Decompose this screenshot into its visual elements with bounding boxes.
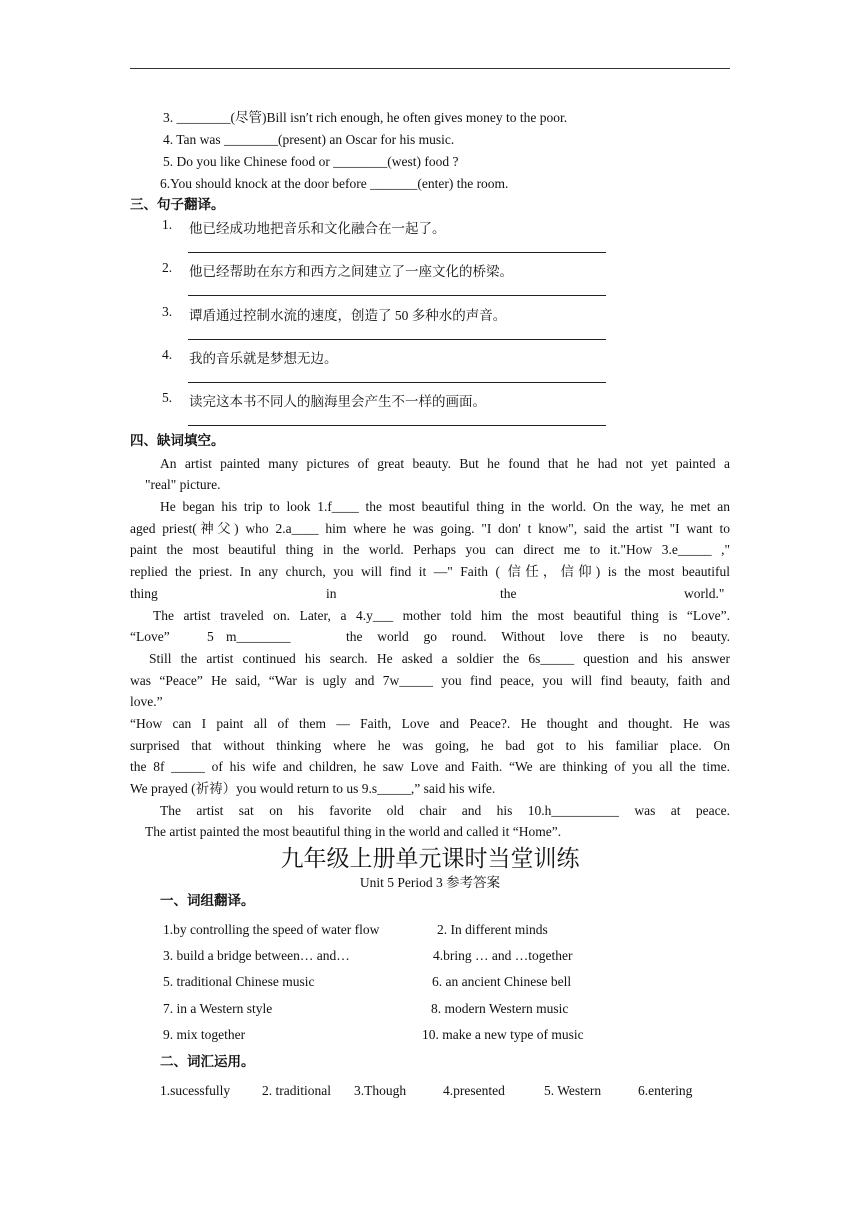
- phrase-answer: 5. traditional Chinese music: [163, 974, 315, 989]
- passage-word: “Love”: [130, 629, 170, 644]
- translation-number: 3.: [162, 304, 173, 319]
- translation-sentence: 我的音乐就是梦想无边。: [189, 351, 338, 366]
- translation-sentence: 他已经帮助在东方和西方之间建立了一座文化的桥梁。: [189, 264, 513, 279]
- passage-line: "real" picture.: [145, 477, 221, 492]
- passage-line: Still the artist continued his search. He asked a soldier the 6s_____ question and his answer: [149, 651, 730, 666]
- phrase-answer: 8. modern Western music: [431, 1001, 569, 1016]
- passage-line: The artist traveled on. Later, a 4.y___ mother told him the most beautiful thing is “Love”.: [153, 608, 730, 623]
- word-answer: 4.presented: [443, 1083, 505, 1098]
- fill-question-5: 5. Do you like Chinese food or ________(west) food ?: [163, 154, 459, 169]
- passage-line: paint the most beautiful thing in the world. Perhaps you can direct me to it."How 3.e_____ ,": [130, 542, 730, 557]
- passage-line: the 8f _____ of his wife and children, he saw Love and Faith. “We are thinking of you all the time.: [130, 759, 730, 774]
- passage-line: The artist sat on his favorite old chair and his 10.h__________ was at peace.: [160, 803, 730, 818]
- passage-word: thing: [130, 586, 158, 601]
- section-4-heading: 四、缺词填空。: [130, 433, 225, 448]
- translation-sentence: 读完这本书不同人的脑海里会产生不一样的画面。: [189, 394, 486, 409]
- passage-line: “How can I paint all of them — Faith, Love and Peace?. He thought and thought. He was: [130, 716, 730, 731]
- answer-line: [188, 295, 606, 296]
- section-3-heading: 三、句子翻译。: [130, 197, 225, 212]
- word-answer: 6.entering: [638, 1083, 693, 1098]
- passage-line: the world go round. Without love there is no beauty.: [346, 629, 730, 644]
- header-rule: [130, 68, 730, 69]
- passage-word: m________: [226, 629, 291, 644]
- phrase-answer: 4.bring … and …together: [433, 948, 573, 963]
- translation-number: 5.: [162, 390, 173, 405]
- answer-key-title: 九年级上册单元课时当堂训练: [280, 846, 580, 871]
- fill-question-4: 4. Tan was ________(present) an Oscar for his music.: [163, 132, 455, 147]
- answer-line: [188, 339, 606, 340]
- fill-question-3: 3. ________(尽管)Bill isn′t rich enough, he often gives money to the poor.: [163, 110, 568, 125]
- translation-number: 4.: [162, 347, 173, 362]
- answer-line: [188, 252, 606, 253]
- translation-number: 1.: [162, 217, 173, 232]
- translation-sentence: 他已经成功地把音乐和文化融合在一起了。: [189, 221, 446, 236]
- answer-line: [188, 425, 606, 426]
- passage-line: He began his trip to look 1.f____ the most beautiful thing in the world. On the way, he met an: [160, 499, 730, 514]
- passage-line: love.”: [130, 694, 163, 709]
- word-answer: 2. traditional: [262, 1083, 331, 1098]
- answers-section-1-heading: 一、词组翻译。: [160, 893, 255, 908]
- fill-question-6: 6.You should knock at the door before _______(enter) the room.: [160, 176, 509, 191]
- phrase-answer: 1.by controlling the speed of water flow: [163, 922, 380, 937]
- translation-number: 2.: [162, 260, 173, 275]
- passage-word: world.": [684, 586, 725, 601]
- word-answer: 1.sucessfully: [160, 1083, 231, 1098]
- passage-line: was “Peace” He said, “War is ugly and 7w_____ you find peace, you will find beauty, faith and: [130, 673, 730, 688]
- translation-sentence: 谭盾通过控制水流的速度，创造了 50 多种水的声音。: [189, 308, 507, 323]
- phrase-answer: 6. an ancient Chinese bell: [432, 974, 572, 989]
- word-answer: 3.Though: [354, 1083, 407, 1098]
- phrase-answer: 3. build a bridge between… and…: [163, 948, 350, 963]
- passage-line: replied the priest. In any church, you will find it —" Faith ( 信任，信仰) is the most beautiful: [130, 564, 730, 579]
- passage-line: We prayed (祈祷）you would return to us 9.s_____,” said his wife.: [130, 781, 496, 796]
- passage-line: An artist painted many pictures of great beauty. But he found that he had not yet painted a: [160, 456, 730, 471]
- phrase-answer: 9. mix together: [163, 1027, 246, 1042]
- passage-line: surprised that without thinking where he was going, he bad got to his familiar place. On: [130, 738, 730, 753]
- answer-line: [188, 382, 606, 383]
- passage-word: the: [500, 586, 517, 601]
- passage-word: in: [326, 586, 337, 601]
- phrase-answer: 2. In different minds: [437, 922, 548, 937]
- answers-section-2-heading: 二、词汇运用。: [160, 1054, 255, 1069]
- passage-word: 5: [207, 629, 214, 644]
- word-answer: 5. Western: [544, 1083, 602, 1098]
- phrase-answer: 10. make a new type of music: [422, 1027, 584, 1042]
- passage-line: The artist painted the most beautiful thing in the world and called it “Home”.: [145, 824, 562, 839]
- answer-key-subtitle: Unit 5 Period 3 参考答案: [359, 875, 501, 890]
- passage-line: aged priest(神父) who 2.a____ him where he was going. "I don' t know", said the artist "I want to: [130, 521, 730, 536]
- phrase-answer: 7. in a Western style: [163, 1001, 273, 1016]
